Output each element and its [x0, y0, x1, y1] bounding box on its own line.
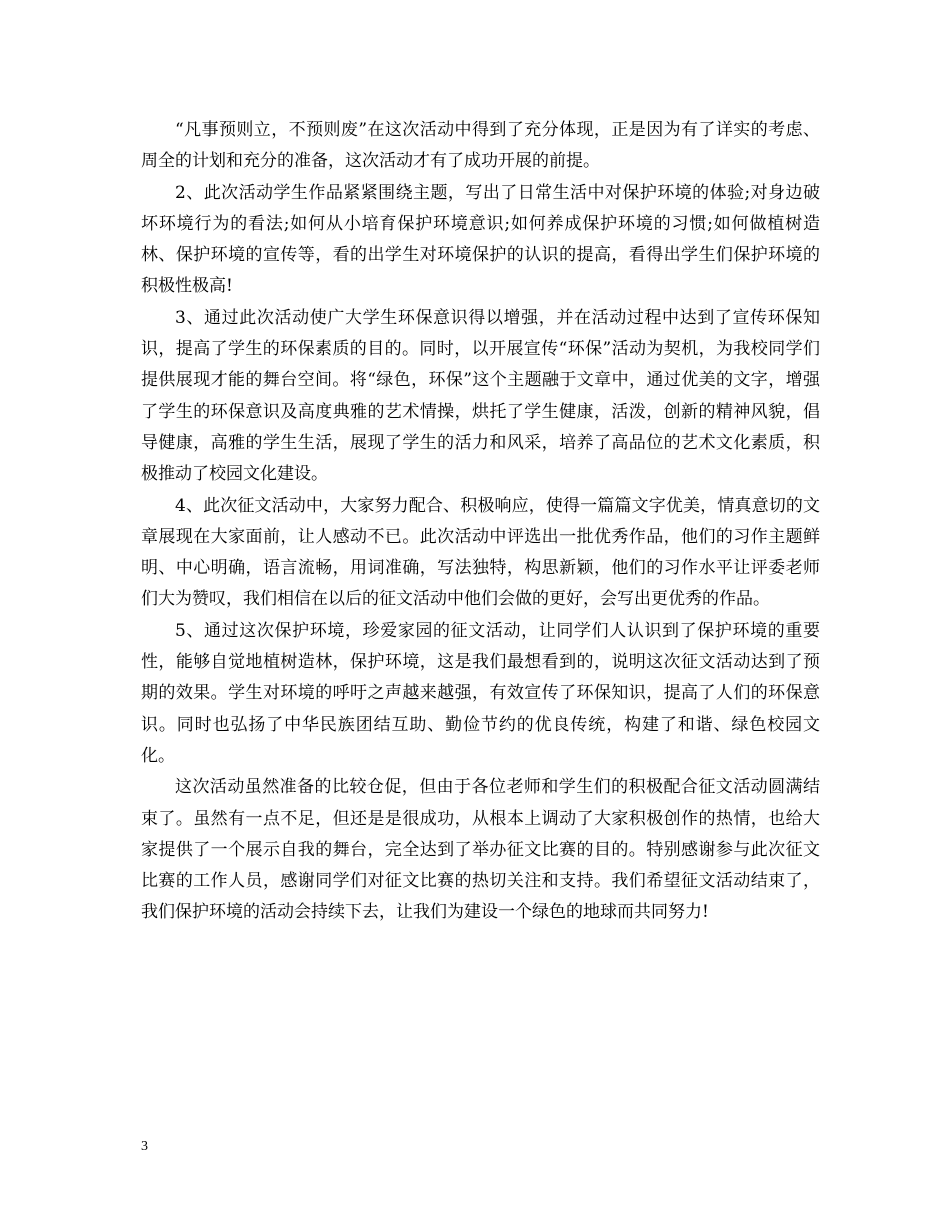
paragraph-item-3: 3、通过此次活动使广大学生环保意识得以增强，并在活动过程中达到了宣传环保知识，提高了学生的环保素质的目的。同时，以开展宣传“环保”活动为契机，为我校同学们提供展现才能的舞台空间。将“绿色，环保”这个主题融于文章中，通过优美的文字，增强了学生的环保意识及高度典雅的艺术情操，烘托了学生健康，活泼，创新的精神风貌，倡导健康，高雅的学生生活，展现了学生的活力和风采，培养了高品位的艺术文化素质，积极推动了校园文化建设。	[141, 307, 820, 485]
page-number: 3	[141, 1139, 148, 1154]
paragraph-item-2: 2、此次活动学生作品紧紧围绕主题，写出了日常生活中对保护环境的体验;对身边破坏环境行为的看法;如何从小培育保护环境意识;如何养成保护环境的习惯;如何做植树造林、保护环境的宣传等，看的出学生对环境保护的认识的提高，看得出学生们保护环境的积极性极高!	[141, 182, 820, 297]
paragraph-item-5: 5、通过这次保护环境，珍爱家园的征文活动，让同学们人认识到了保护环境的重要性，能够自觉地植树造林，保护环境，这是我们最想看到的，说明这次征文活动达到了预期的效果。学生对环境的呼吁之声越来越强，有效宣传了环保知识，提高了人们的环保意识。同时也弘扬了中华民族团结互助、勤俭节约的优良传统，构建了和谐、绿色校园文化。	[141, 620, 820, 766]
paragraph-preparation: “凡事预则立，不预则废”在这次活动中得到了充分体现，正是因为有了详实的考虑、周全的计划和充分的准备，这次活动才有了成功开展的前提。	[141, 120, 820, 172]
paragraph-conclusion: 这次活动虽然准备的比较仓促，但由于各位老师和学生们的积极配合征文活动圆满结束了。虽然有一点不足，但还是是很成功，从根本上调动了大家积极创作的热情，也给大家提供了一个展示自我的舞台，完全达到了举办征文比赛的目的。特别感谢参与此次征文比赛的工作人员，感谢同学们对征文比赛的热切关注和支持。我们希望征文活动结束了，我们保护环境的活动会持续下去，让我们为建设一个绿色的地球而共同努力!	[141, 777, 820, 923]
document-body	[141, 115, 820, 929]
paragraph-item-4: 4、此次征文活动中，大家努力配合、积极响应，使得一篇篇文字优美，情真意切的文章展现在大家面前，让人感动不已。此次活动中评选出一批优秀作品，他们的习作主题鲜明、中心明确，语言流畅，用词准确，写法独特，构思新颖，他们的习作水平让评委老师们大为赞叹，我们相信在以后的征文活动中他们会做的更好，会写出更优秀的作品。	[141, 495, 820, 610]
